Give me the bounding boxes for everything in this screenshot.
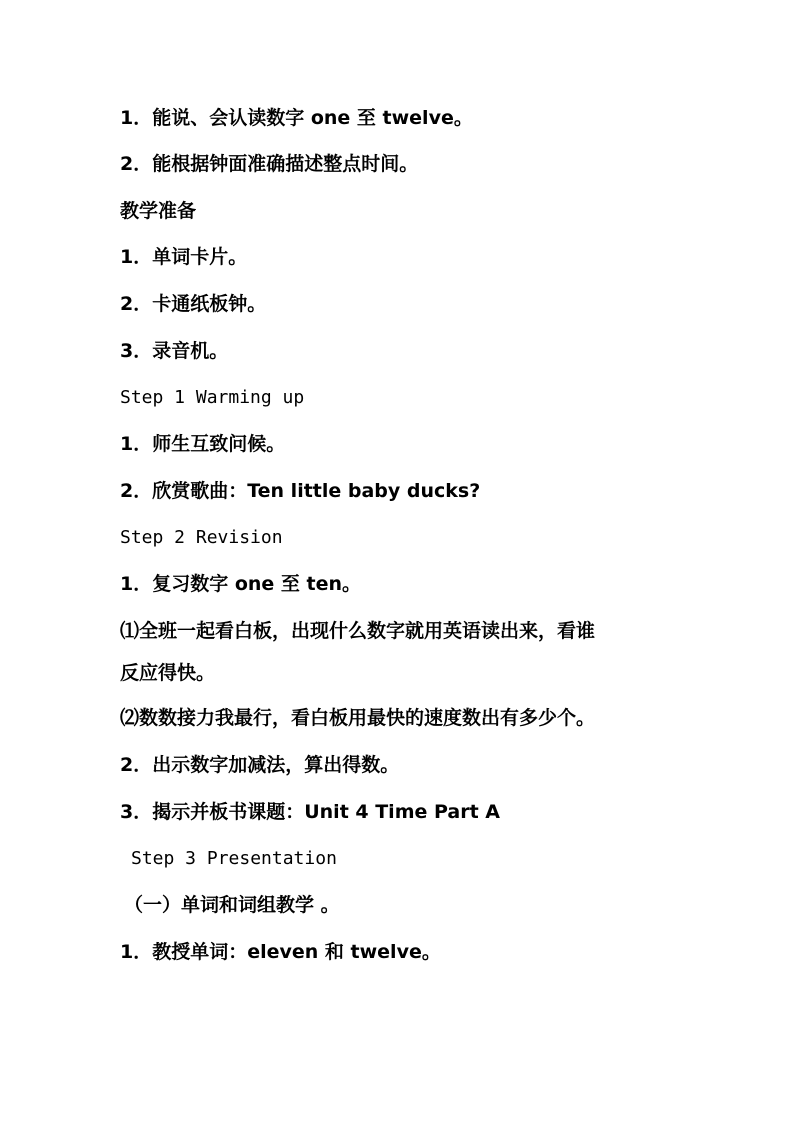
step-2-subitem-1-continued: 反应得快。 bbox=[120, 662, 216, 684]
step-2-heading: Step 2 Revision bbox=[120, 527, 283, 548]
objective-2: 2．能根据钟面准确描述整点时间。 bbox=[120, 153, 419, 175]
step-3-heading: Step 3 Presentation bbox=[131, 848, 337, 869]
preparation-item-2: 2．卡通纸板钟。 bbox=[120, 293, 267, 315]
step-2-item-2: 2．出示数字加减法，算出得数。 bbox=[120, 754, 400, 776]
step-1-heading: Step 1 Warming up bbox=[120, 387, 305, 408]
objective-1: 1．能说、会认读数字 one 至 twelve。 bbox=[120, 107, 473, 129]
step-2-subitem-1: ⑴全班一起看白板，出现什么数字就用英语读出来，看谁 bbox=[120, 620, 596, 642]
section-heading-preparation: 教学准备 bbox=[120, 200, 197, 222]
step-3-item-1: 1．教授单词：eleven 和 twelve。 bbox=[120, 941, 441, 963]
preparation-item-1: 1．单词卡片。 bbox=[120, 246, 248, 268]
step-2-item-1: 1．复习数字 one 至 ten。 bbox=[120, 573, 362, 595]
step-3-subsection-1: （一）单词和词组教学 。 bbox=[124, 894, 340, 916]
step-2-subitem-2: ⑵数数接力我最行，看白板用最快的速度数出有多少个。 bbox=[120, 707, 596, 729]
step-2-item-3: 3．揭示并板书课题：Unit 4 Time Part A bbox=[120, 801, 501, 823]
preparation-item-3: 3．录音机。 bbox=[120, 340, 229, 362]
step-1-item-1: 1．师生互致问候。 bbox=[120, 433, 286, 455]
step-1-item-2: 2．欣赏歌曲：Ten little baby ducks? bbox=[120, 480, 481, 502]
